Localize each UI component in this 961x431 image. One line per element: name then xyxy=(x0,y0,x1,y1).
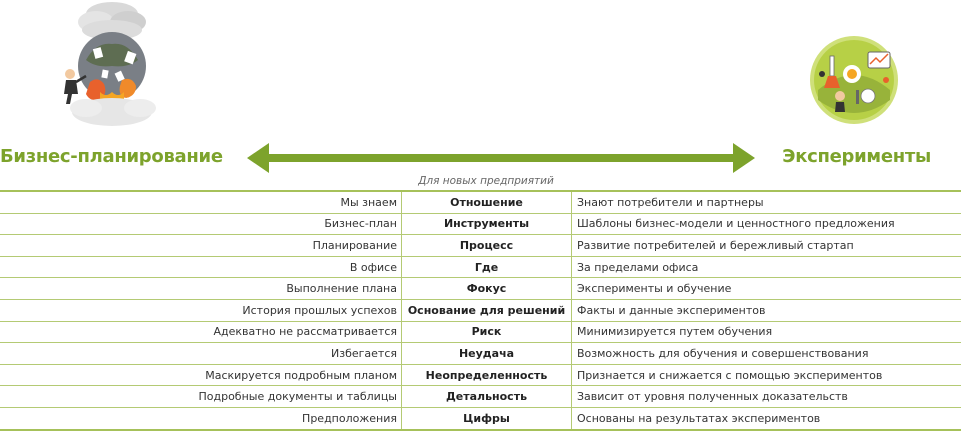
experiments-cell: Признается и снижается с помощью экспериментов xyxy=(577,368,883,382)
criterion-cell: Отношение xyxy=(402,192,572,213)
table-row xyxy=(0,192,961,214)
planning-cell: В офисе xyxy=(0,257,402,278)
planning-cell: Избегается xyxy=(0,343,402,364)
planning-cell: Выполнение плана xyxy=(0,278,402,299)
experiments-cell: Основаны на результатах экспериментов xyxy=(577,411,821,425)
experiments-cell: Зависит от уровня полученных доказательств xyxy=(577,390,848,404)
planning-cell: Бизнес-план xyxy=(0,214,402,235)
table-row xyxy=(0,386,961,408)
criterion-cell: Основание для решений xyxy=(402,300,572,321)
experiments-cell: Знают потребители и партнеры xyxy=(577,195,764,209)
experiments-cell: Возможность для обучения и совершенствования xyxy=(577,346,869,360)
table-row xyxy=(0,235,961,257)
table-row xyxy=(0,257,961,279)
business-planning-title: Бизнес-планирование xyxy=(0,146,223,167)
planning-cell: История прошлых успехов xyxy=(0,300,402,321)
criterion-cell: Фокус xyxy=(402,278,572,299)
comparison-table xyxy=(0,190,961,431)
experiments-cell: Факты и данные экспериментов xyxy=(577,303,766,317)
criterion-cell: Процесс xyxy=(402,235,572,256)
planning-cell: Планирование xyxy=(0,235,402,256)
criterion-cell: Цифры xyxy=(402,408,572,429)
criterion-cell: Неудача xyxy=(402,343,572,364)
experiments-cell: Шаблоны бизнес-модели и ценностного предложения xyxy=(577,217,895,231)
criterion-cell: Где xyxy=(402,257,572,278)
experiments-illustration-icon xyxy=(808,34,900,126)
table-row xyxy=(0,214,961,236)
planning-cell: Адекватно не рассматривается xyxy=(0,322,402,343)
criterion-cell: Детальность xyxy=(402,386,572,407)
table-row xyxy=(0,278,961,300)
experiments-title: Эксперименты xyxy=(782,146,931,167)
experiments-cell: Минимизируется путем обучения xyxy=(577,325,773,339)
experiments-cell: За пределами офиса xyxy=(577,260,699,274)
experiments-cell: Эксперименты и обучение xyxy=(577,282,732,296)
planning-cell: Предположения xyxy=(0,408,402,429)
table-row xyxy=(0,322,961,344)
planning-cell: Подробные документы и таблицы xyxy=(0,386,402,407)
planning-cell: Мы знаем xyxy=(0,192,402,213)
planning-cell: Маскируется подробным планом xyxy=(0,365,402,386)
table-row xyxy=(0,365,961,387)
table-subtitle: Для новых предприятий xyxy=(418,175,554,187)
criterion-cell: Инструменты xyxy=(402,214,572,235)
double-arrow-icon xyxy=(247,141,755,175)
criterion-cell: Неопределенность xyxy=(402,365,572,386)
explosion-illustration-icon xyxy=(56,0,168,130)
experiments-cell: Развитие потребителей и бережливый стартап xyxy=(577,238,854,252)
table-row xyxy=(0,343,961,365)
table-row xyxy=(0,300,961,322)
table-row xyxy=(0,408,961,431)
criterion-cell: Риск xyxy=(402,322,572,343)
